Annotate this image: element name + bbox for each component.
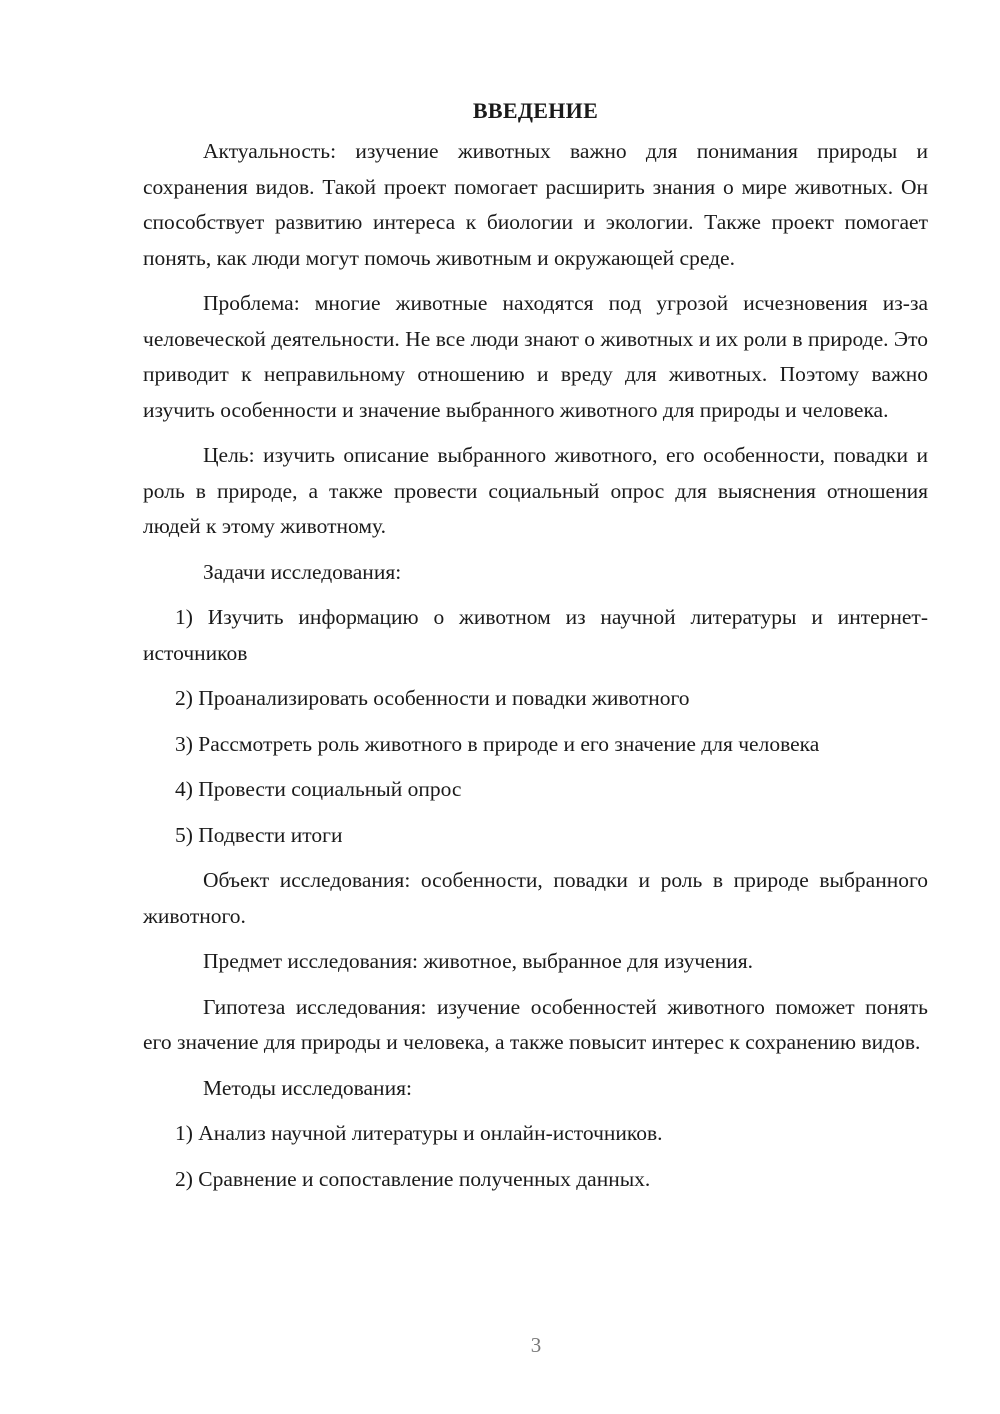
object-paragraph: Объект исследования: особенности, повадки и роль в природе выбранного животного. (143, 868, 928, 928)
relevance-paragraph: Актуальность: изучение животных важно для понимания природы и сохранения видов. Такой проект помогает расширить знания о мире животных. Он способствует развитию интереса к биологии и экологии. Также проект помогает понять, как люди могут помочь животным и окружающей среде. (143, 139, 928, 270)
goal-paragraph: Цель: изучить описание выбранного животного, его особенности, повадки и роль в природе, а также провести социальный опрос для выяснения отношения людей к этому животному. (143, 443, 928, 538)
task-item-1: 1) Изучить информацию о животном из научной литературы и интернет-источников (143, 605, 928, 665)
task-item-2: 2) Проанализировать особенности и повадки животного (175, 686, 690, 710)
page-title: ВВЕДЕНИЕ (472, 98, 599, 123)
document-page (143, 96, 928, 1207)
task-item-5: 5) Подвести итоги (175, 822, 343, 847)
task-item-3: 3) Рассмотреть роль животного в природе и его значение для человека (175, 731, 820, 756)
page-number: 3 (530, 1333, 542, 1357)
methods-heading: Методы исследования: (203, 1075, 412, 1100)
subject-paragraph: Предмет исследования: животное, выбранное для изучения. (203, 949, 753, 973)
problem-paragraph: Проблема: многие животные находятся под угрозой исчезновения из-за человеческой деятельности. Не все люди знают о животных и их роли в природе. Это приводит к неправильному отношению и вреду для животных. Поэтому важно изучить особенности и значение выбранного животного для природы и человека. (143, 291, 928, 422)
method-item-1: 1) Анализ научной литературы и онлайн-источников. (175, 1121, 663, 1145)
method-item-2: 2) Сравнение и сопоставление полученных данных. (175, 1166, 651, 1191)
task-item-4: 4) Провести социальный опрос (175, 777, 462, 801)
tasks-heading: Задачи исследования: (203, 559, 402, 584)
hypothesis-paragraph: Гипотеза исследования: изучение особенностей животного поможет понять его значение для природы и человека, а также повысит интерес к сохранению видов. (143, 994, 928, 1054)
